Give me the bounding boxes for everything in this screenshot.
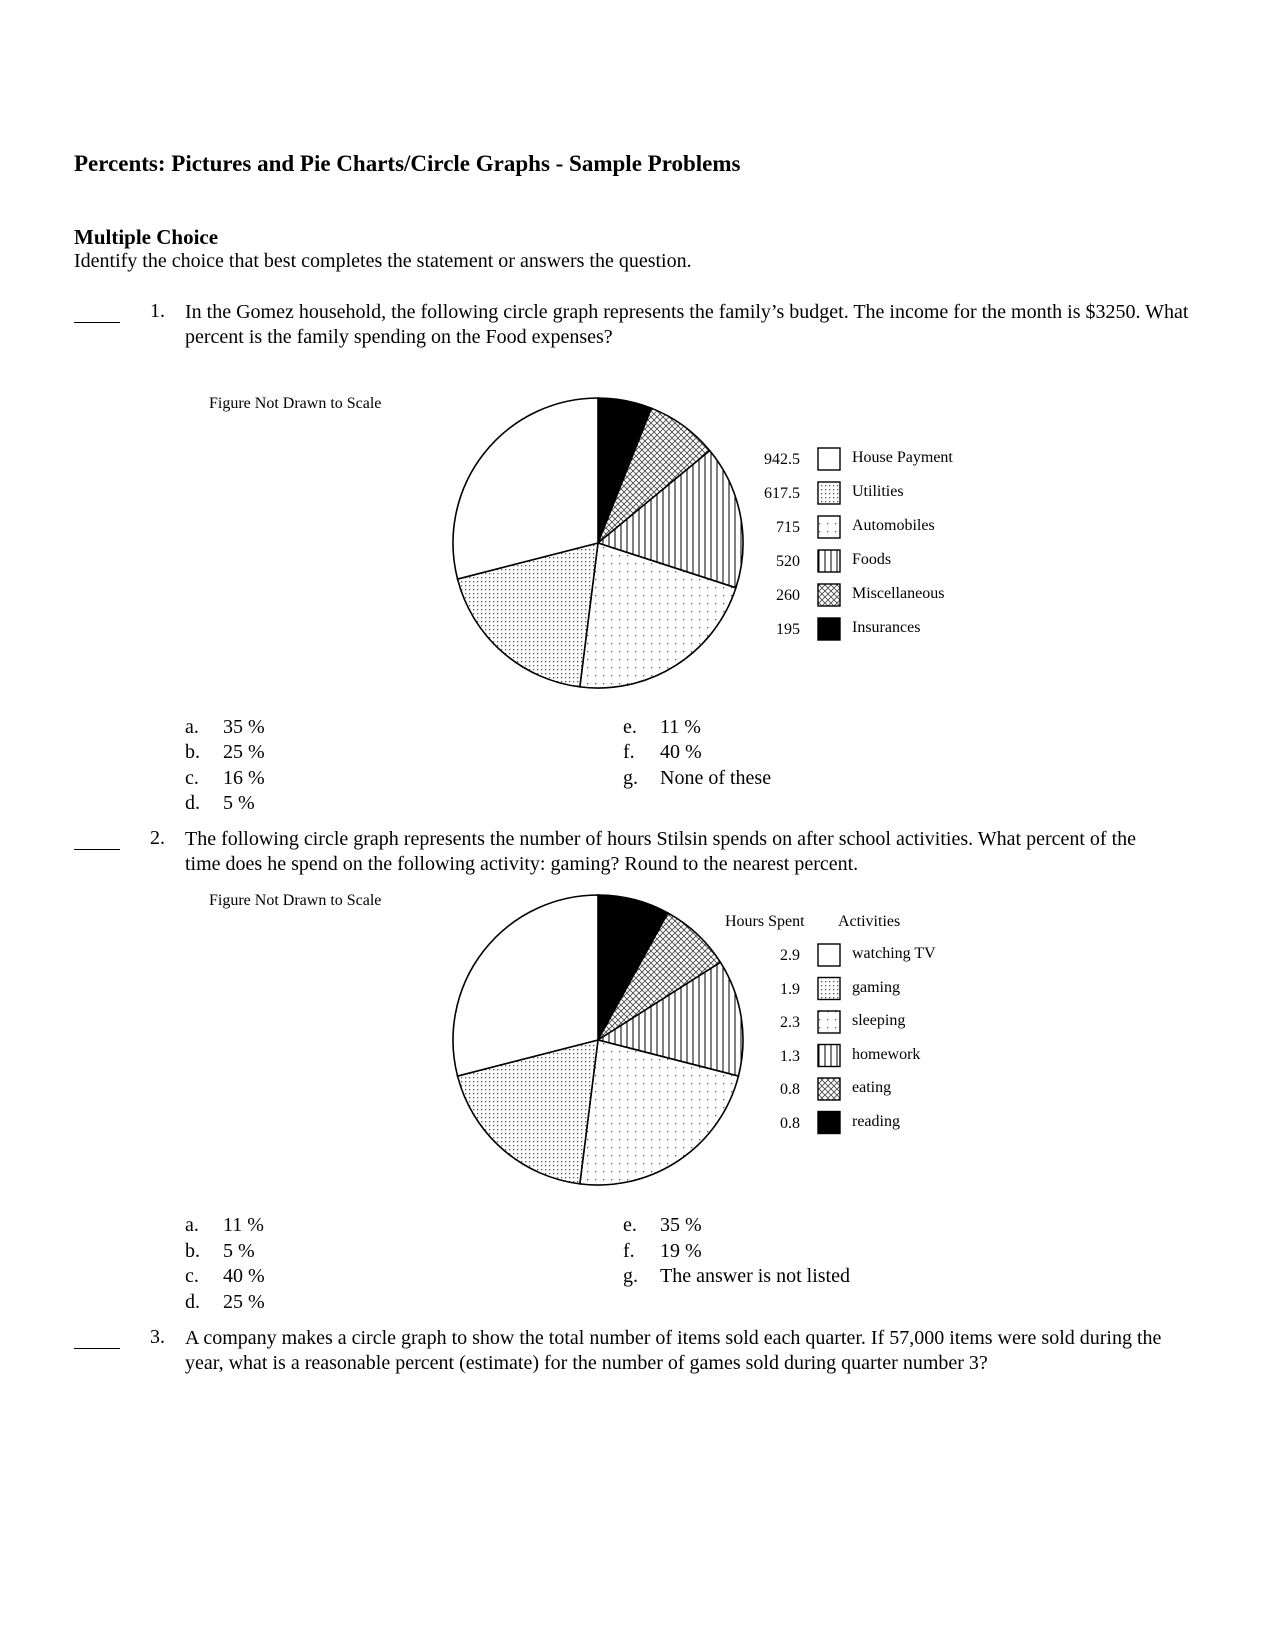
choice-letter: d. (185, 1291, 200, 1313)
choice-text[interactable]: 11 % (660, 716, 701, 738)
choice-text[interactable]: 5 % (223, 1240, 255, 1262)
legend-label: Foods (852, 551, 892, 568)
question-text-2: The following circle graph represents the number of hours Stilsin spends on after school activities. What percent of the time does he spend on the following activity: gaming? Round to the nearest percent. (185, 828, 1137, 875)
pie-slice-homework (598, 962, 743, 1076)
choice-letter: b. (185, 741, 200, 763)
choice-letter: a. (185, 1214, 199, 1236)
legend-swatch (818, 482, 840, 504)
choice-letter: f. (623, 741, 635, 763)
choice-letter: e. (623, 716, 637, 738)
legend-value: 520 (776, 553, 800, 570)
question-number-1: 1. (150, 300, 165, 322)
legend-label: gaming (852, 978, 900, 996)
legend-swatch (818, 978, 840, 1000)
legend-label: Automobiles (852, 517, 935, 534)
legend-label: eating (852, 1079, 892, 1096)
choice-text[interactable]: 25 % (223, 741, 265, 763)
legend-swatch (818, 944, 840, 966)
answer-blank-1[interactable] (74, 322, 120, 323)
figure-note-2: Figure Not Drawn to Scale (209, 892, 382, 909)
choice-letter: c. (185, 1265, 199, 1287)
page-title: Percents: Pictures and Pie Charts/Circle Graphs - Sample Problems (74, 151, 741, 176)
pie-slice-sleeping (580, 1040, 739, 1185)
legend-header-values: Hours Spent (725, 913, 805, 930)
instructions-text: Identify the choice that best completes the statement or answers the question. (74, 250, 692, 272)
legend-label: reading (852, 1112, 900, 1130)
choice-text[interactable]: 35 % (223, 716, 265, 738)
question-text-3: A company makes a circle graph to show the total number of items sold each quarter. If 57,000 items were sold during the year, what is a reasonable percent (estimate) for the number of games sold during quarter number 3? (185, 1327, 1162, 1374)
legend-value: 617.5 (764, 485, 800, 502)
legend-value: 1.9 (780, 980, 800, 998)
legend-swatch (818, 550, 840, 572)
legend-label: Insurances (852, 619, 921, 636)
legend-value: 195 (776, 621, 800, 638)
choice-text[interactable]: 11 % (223, 1214, 264, 1236)
legend-swatch (818, 1078, 840, 1100)
choice-text[interactable]: 40 % (660, 741, 702, 763)
legend-label: Utilities (852, 483, 904, 500)
legend-label: House Payment (852, 449, 953, 466)
choice-text[interactable]: 19 % (660, 1240, 702, 1262)
pie-slice-miscellaneous (598, 408, 710, 543)
legend-label: homework (852, 1045, 921, 1063)
pie-slice-insurances (598, 398, 651, 543)
pie-slice-watching-tv (453, 895, 598, 1076)
choice-letter: g. (623, 1265, 638, 1287)
legend-swatch (818, 1112, 840, 1134)
pie-slice-utilities (458, 543, 598, 687)
legend-swatch (818, 516, 840, 538)
section-heading: Multiple Choice (74, 225, 219, 249)
legend-swatch (818, 448, 840, 470)
answer-blank-3[interactable] (74, 1348, 120, 1349)
legend-header-labels: Activities (838, 913, 901, 930)
legend-swatch (818, 584, 840, 606)
choice-letter: a. (185, 716, 199, 738)
choice-text[interactable]: The answer is not listed (660, 1265, 850, 1287)
pie-slice-automobiles (580, 543, 736, 688)
legend-value: 715 (776, 519, 800, 536)
legend-swatch (818, 1045, 840, 1067)
choice-letter: c. (185, 767, 199, 789)
legend-label: sleeping (852, 1012, 906, 1029)
legend-value: 2.9 (780, 947, 800, 964)
legend-value: 0.8 (780, 1114, 800, 1132)
choice-text[interactable]: 5 % (223, 792, 255, 814)
choice-letter: e. (623, 1214, 637, 1236)
choice-text[interactable]: None of these (660, 767, 772, 789)
choice-letter: d. (185, 792, 200, 814)
figure-note-1: Figure Not Drawn to Scale (209, 395, 382, 412)
choice-letter: f. (623, 1240, 635, 1262)
legend-swatch (818, 618, 840, 640)
legend-label: Miscellaneous (852, 585, 945, 602)
choice-letter: b. (185, 1240, 200, 1262)
pie-slice-foods (598, 451, 743, 588)
question-number-2: 2. (150, 827, 165, 849)
legend-value: 2.3 (780, 1014, 800, 1031)
pie-slice-house-payment (453, 398, 598, 579)
pie-slice-gaming (458, 1040, 598, 1184)
question-number-3: 3. (150, 1326, 165, 1348)
question-text-1: In the Gomez household, the following circle graph represents the family’s budget. The income for the month is $3250. What percent is the family spending on the Food expenses? (185, 301, 1189, 348)
answer-blank-2[interactable] (74, 849, 120, 850)
pie-slice-reading (598, 895, 668, 1040)
legend-value: 0.8 (780, 1081, 800, 1098)
legend-value: 1.3 (780, 1047, 800, 1065)
choice-letter: g. (623, 767, 638, 789)
pie-slice-eating (598, 913, 720, 1040)
choice-text[interactable]: 25 % (223, 1291, 265, 1313)
legend-label: watching TV (852, 945, 936, 962)
legend-swatch (818, 1011, 840, 1033)
choice-text[interactable]: 35 % (660, 1214, 702, 1236)
choice-text[interactable]: 16 % (223, 767, 265, 789)
legend-value: 260 (776, 587, 800, 604)
legend-value: 942.5 (764, 451, 800, 468)
choice-text[interactable]: 40 % (223, 1265, 265, 1287)
